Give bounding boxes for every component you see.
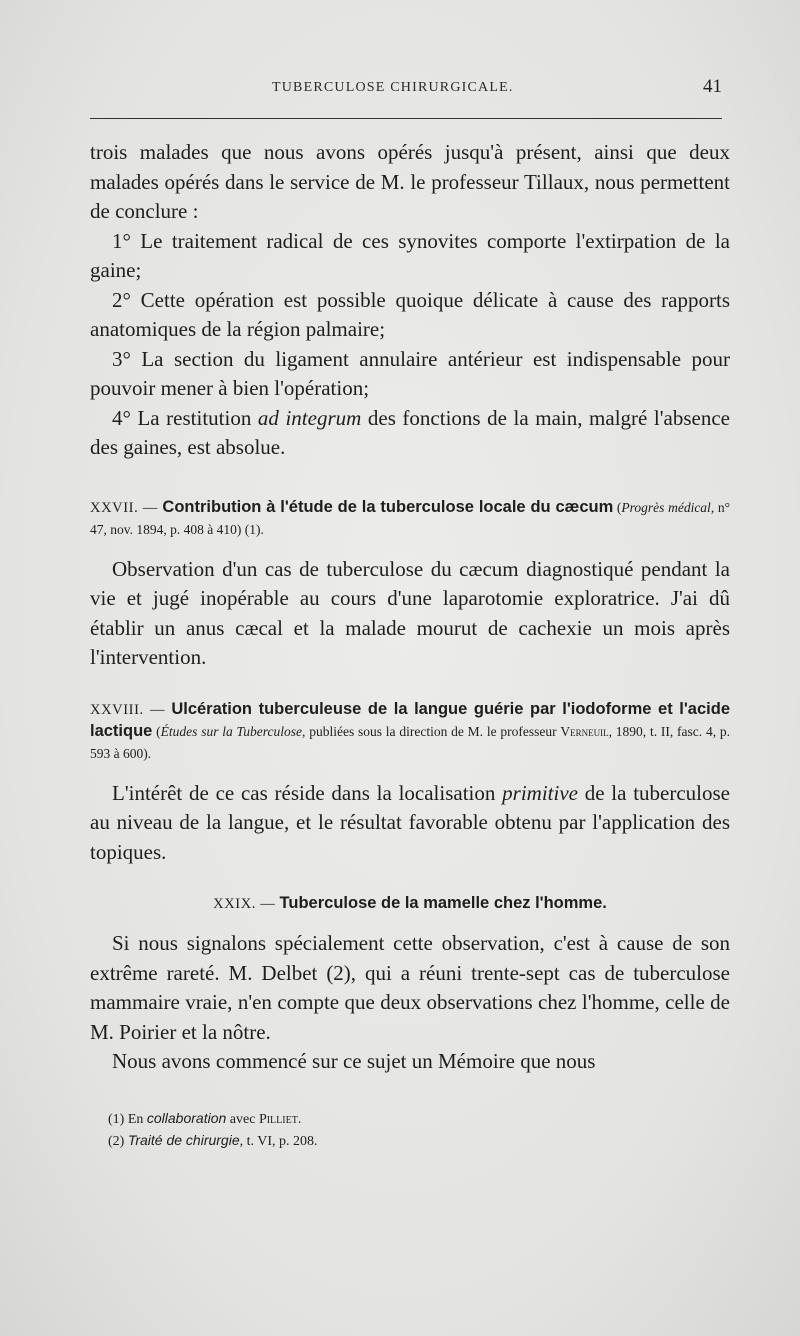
conclusion-point-4: 4° La restitution ad integrum des fonctions de la main, malgré l'absence des gaines, est absolue. bbox=[90, 405, 731, 459]
page-header bbox=[90, 74, 730, 104]
footnotes bbox=[108, 1108, 728, 1152]
footnote-2: (2) Traité de chirurgie, t. VI, p. 208. bbox=[108, 1132, 318, 1149]
section-heading-xxviii: XXVIII. — Ulcération tuberculeuse de la langue guérie par l'iodoforme et l'acide lactique (Études sur la Tuberculose, publiées sous la direction de M. le professeur Verneuil, 1890, t. II, fasc. 4, p. 593 à 600). bbox=[90, 699, 731, 761]
conclusion-point-3: 3° La section du ligament annulaire antérieur est indispensable pour pouvoir mener à bien l'opération; bbox=[90, 346, 730, 400]
intro-paragraph: trois malades que nous avons opérés jusqu'à présent, ainsi que deux malades opérés dans le service de M. le professeur Tillaux, nous permettent de conclure : bbox=[90, 140, 730, 223]
conclusion-point-2: 2° Cette opération est possible quoique délicate à cause des rapports anatomiques de la région palmaire; bbox=[90, 287, 730, 341]
section-heading-xxvii: XXVII. — Contribution à l'étude de la tuberculose locale du cæcum (Progrès médical, n° 47, nov. 1894, p. 408 à 410) (1). bbox=[90, 497, 730, 537]
journal-name: Progrès médical bbox=[621, 499, 711, 515]
page-body bbox=[90, 138, 730, 1077]
footnote-1: (1) En collaboration avec Pilliet. bbox=[108, 1110, 302, 1127]
running-title: TUBERCULOSE CHIRURGICALE. bbox=[272, 80, 514, 95]
latin-phrase: ad integrum bbox=[257, 405, 362, 430]
section-title: Contribution à l'étude de la tuberculose locale du cæcum bbox=[162, 497, 614, 516]
section-title: Ulcération tuberculeuse de la langue guérie par l'iodoforme et l'acide lactique bbox=[90, 699, 730, 740]
author-name: Verneuil bbox=[560, 723, 609, 739]
section-body-xxvii: Observation d'un cas de tuberculose du cæcum diagnostiqué pendant la vie et jugé inopérable au cours d'une laparotomie exploratrice. J'ai dû établir un anus cæcal et la malade mourut de cachexie un mois après l'intervention. bbox=[90, 556, 730, 669]
section-body-xxix-continued: Nous avons commencé sur ce sujet un Mémoire que nous bbox=[112, 1049, 596, 1073]
header-rule bbox=[90, 118, 722, 119]
section-body-xxix: Si nous signalons spécialement cette observation, c'est à cause de son extrême rareté. M. Delbet (2), qui a réuni trente-sept cas de tuberculose mammaire vraie, n'en compte que deux observations chez l'homme, celle de M. Poirier et la nôtre. bbox=[90, 931, 730, 1044]
page-number: 41 bbox=[703, 76, 722, 97]
author-name: Pilliet bbox=[258, 1112, 298, 1127]
conclusion-point-1: 1° Le traitement radical de ces synovites comporte l'extirpation de la gaine; bbox=[90, 228, 730, 282]
section-body-xxviii: L'intérêt de ce cas réside dans la localisation primitive de la tuberculose au niveau de la langue, et le résultat favorable obtenu par l'application des topiques. bbox=[90, 780, 730, 864]
section-title: Tuberculose de la mamelle chez l'homme. bbox=[279, 894, 607, 912]
journal-name: Études sur la Tuberculose bbox=[160, 723, 303, 739]
section-heading-xxix: XXIX. — Tuberculose de la mamelle chez l'homme. bbox=[213, 894, 607, 912]
